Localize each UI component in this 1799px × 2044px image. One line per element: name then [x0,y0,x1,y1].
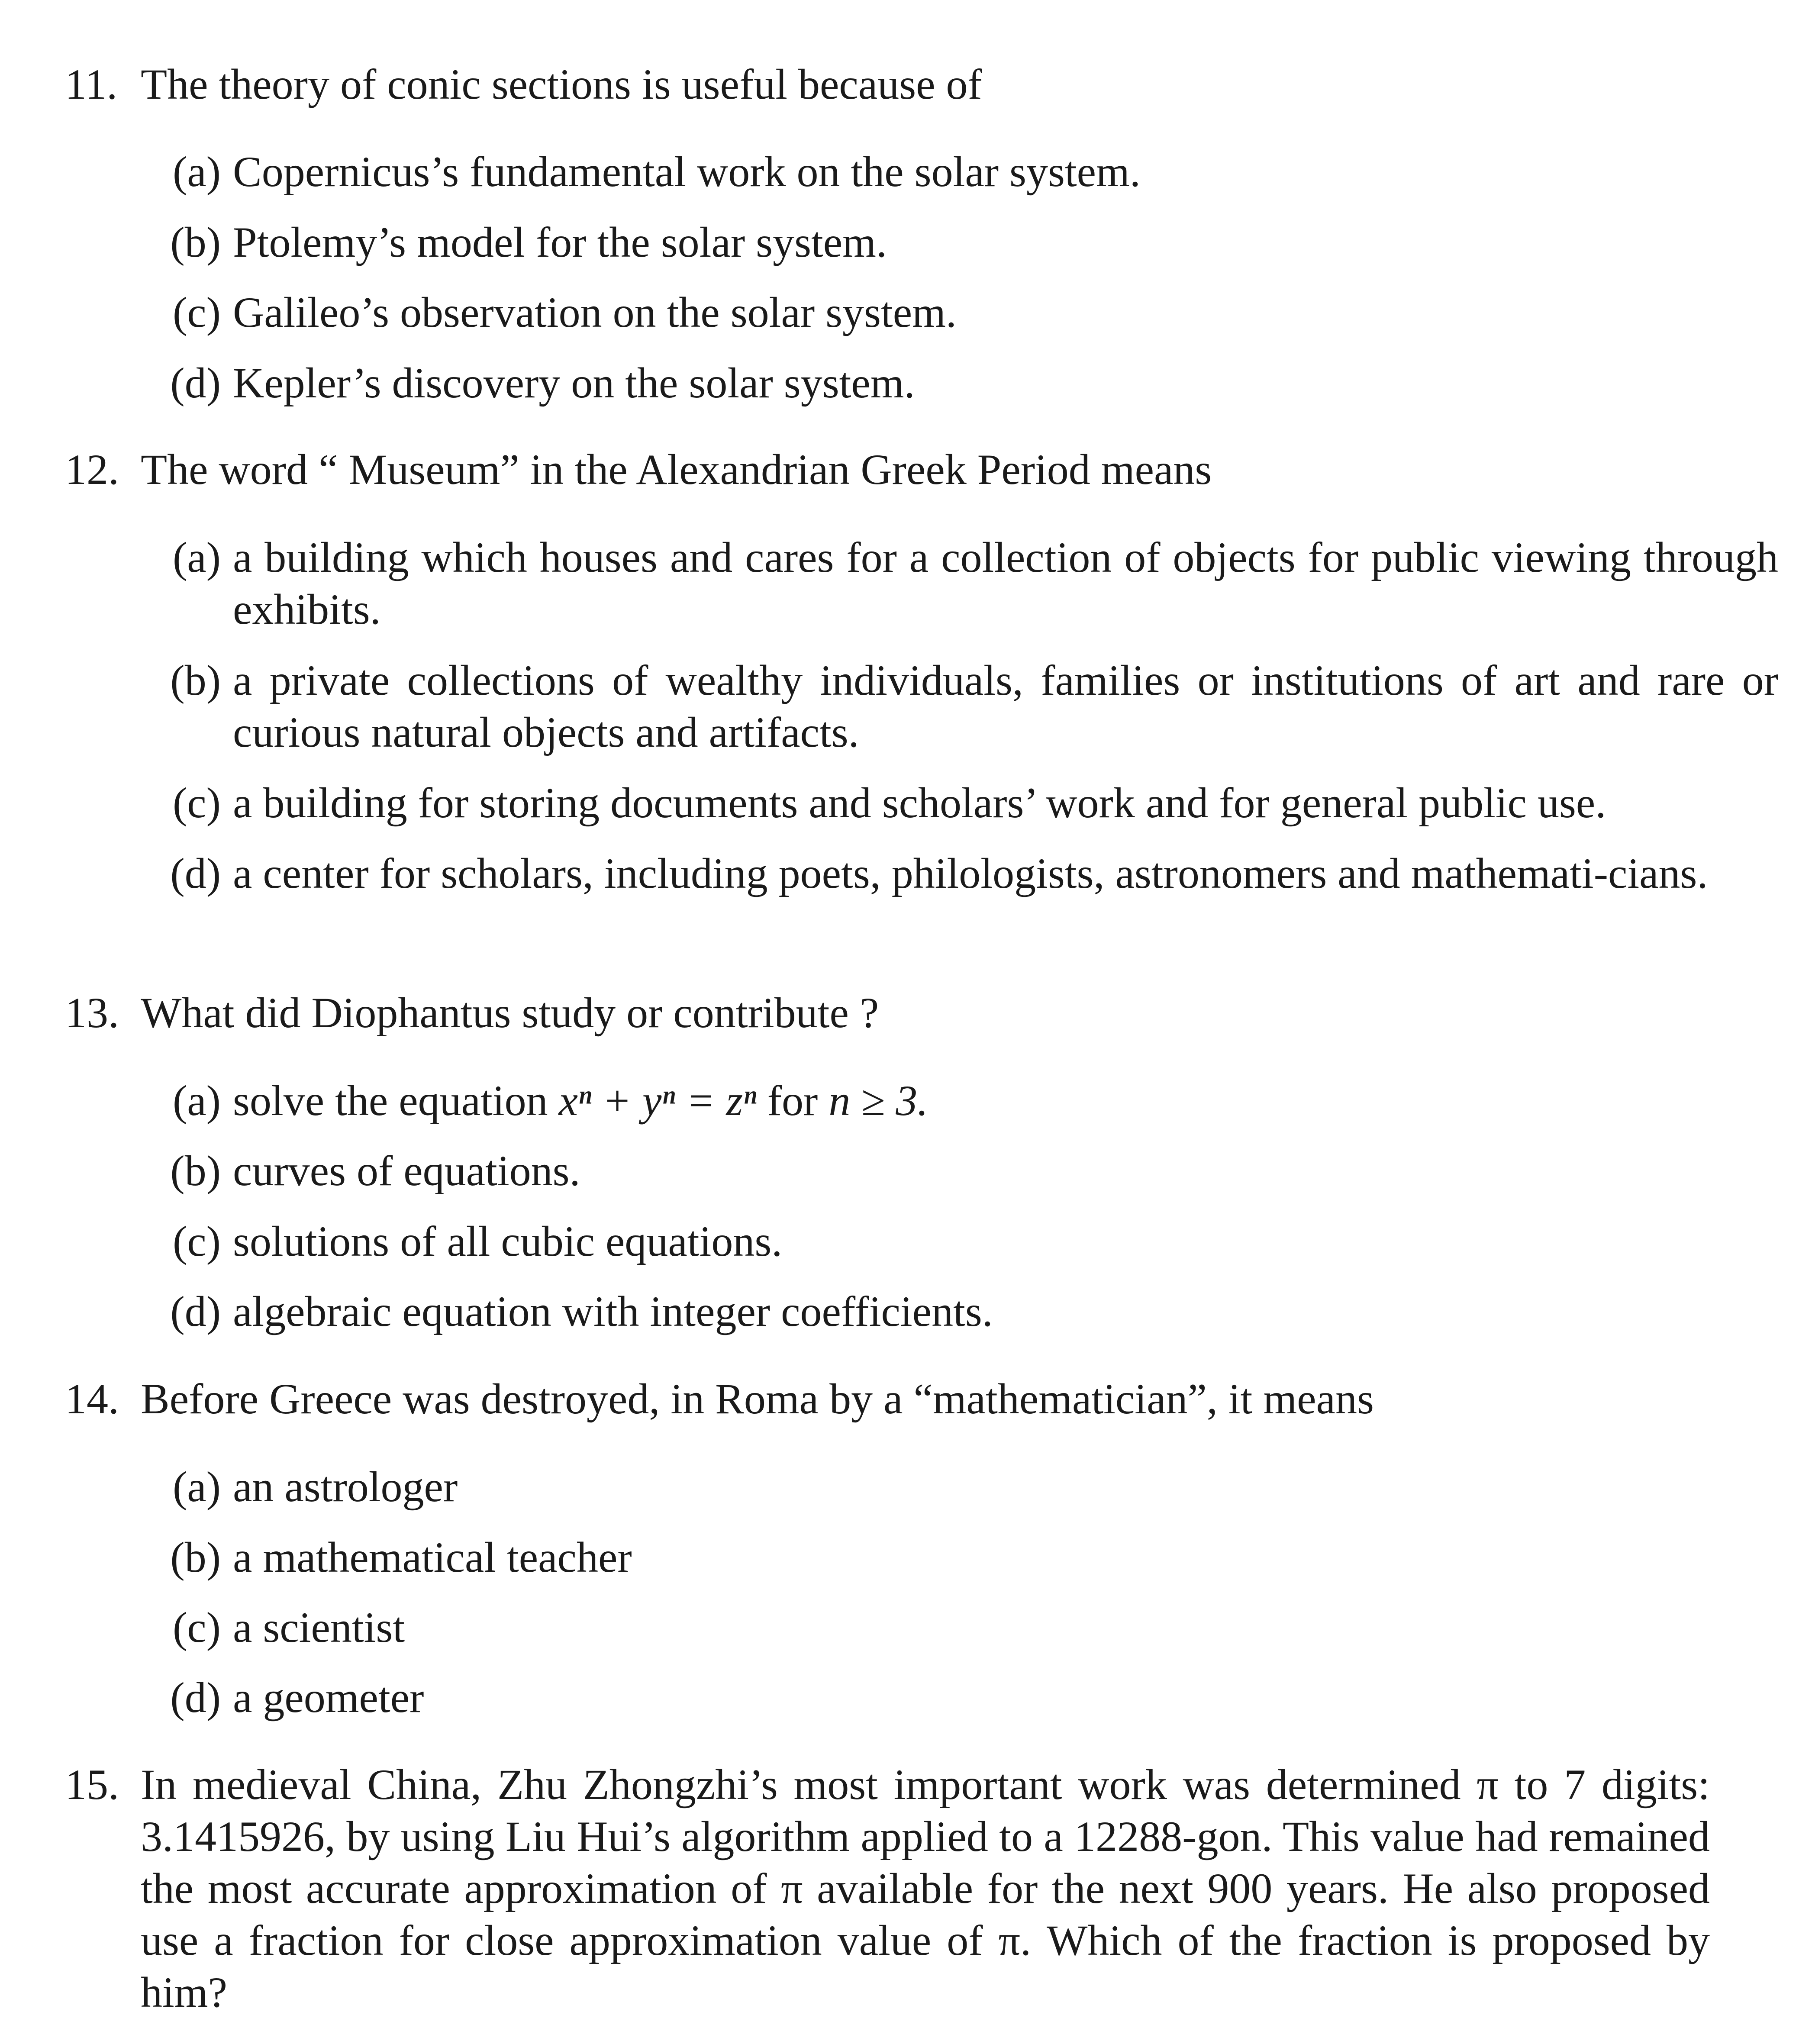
option-text: a scientist [233,1603,405,1651]
option-label: (d) [170,1673,221,1722]
option-13-a [65,1075,1710,1127]
question-number: 13. [65,989,119,1037]
option-14-d [65,1672,1710,1724]
option-12-d [65,848,1710,899]
option-14-c [65,1602,1710,1654]
question-13 [65,987,1710,1039]
question-14 [65,1373,1710,1425]
exponent-condition: n ≥ 3. [829,1077,929,1125]
option-text: curves of equations. [233,1147,580,1195]
question-12 [65,444,1710,496]
option-label: (a) [173,1077,221,1125]
question-text: In medieval China, Zhu Zhongzhi’s most important work was determined π to 7 digits: 3.1415926, by using Liu Hui’s algorithm applied to a 12288-gon. This value had remained the most accurate approximation of π available for the next 900 years. He also proposed use a fraction for close approximation value of π. Which of the fraction is proposed by him? [141,1760,1710,2016]
option-11-d [65,357,1710,409]
question-number: 15. [65,1760,119,1809]
question-text: What did Diophantus study or contribute ? [141,989,879,1037]
option-text: Copernicus’s fundamental work on the solar system. [233,148,1141,196]
option-text: a geometer [233,1673,424,1722]
option-label: (a) [173,533,221,581]
option-text-mid: for [767,1077,818,1125]
option-label: (b) [170,1147,221,1195]
question-text: The word “ Museum” in the Alexandrian Greek Period means [141,445,1212,493]
option-13-d [65,1286,1710,1338]
option-text: solutions of all cubic equations. [233,1217,783,1265]
option-text: a mathematical teacher [233,1533,632,1581]
option-12-b [65,654,1778,758]
option-13-b [65,1145,1710,1197]
option-label: (b) [170,1533,221,1581]
option-text: Kepler’s discovery on the solar system. [233,359,915,407]
option-13-c [65,1215,1710,1267]
fermat-equation: xⁿ + yⁿ = zⁿ [558,1077,757,1125]
option-14-a [65,1461,1710,1513]
question-number: 11. [65,60,118,108]
option-text: a building which houses and cares for a collection of objects for public viewing through exhibits. [233,533,1778,633]
option-label: (c) [173,779,221,827]
option-text: Galileo’s observation on the solar system. [233,288,957,336]
option-label: (d) [170,1287,221,1335]
option-text: algebraic equation with integer coefficients. [233,1287,993,1335]
question-11 [65,58,1710,110]
option-text: Ptolemy’s model for the solar system. [233,218,887,266]
option-label: (a) [173,1463,221,1511]
option-label: (c) [173,1603,221,1651]
option-label: (c) [173,1217,221,1265]
question-number: 14. [65,1375,119,1423]
option-label: (d) [170,849,221,897]
option-label: (a) [173,148,221,196]
option-label: (c) [173,288,221,336]
question-number: 12. [65,445,119,493]
option-text: a private collections of wealthy individuals, families or institutions of art and rare or curious natural objects and artifacts. [233,656,1778,756]
option-text: a center for scholars, including poets, philologists, astronomers and mathemati-cians. [233,849,1708,897]
option-text-prefix: solve the equation [233,1077,548,1125]
option-label: (d) [170,359,221,407]
option-11-a [65,146,1710,198]
option-12-a [65,532,1778,635]
option-text: an astrologer [233,1463,458,1511]
question-text: Before Greece was destroyed, in Roma by a “mathematician”, it means [141,1375,1374,1423]
question-15 [65,1759,1710,2018]
option-11-c [65,287,1710,339]
question-text: The theory of conic sections is useful because of [141,60,982,108]
option-12-c [65,777,1710,829]
option-label: (b) [170,218,221,266]
option-label: (b) [170,656,221,704]
option-14-b [65,1531,1710,1583]
option-text: a building for storing documents and scholars’ work and for general public use. [233,779,1606,827]
option-text [233,1075,1778,1127]
option-11-b [65,216,1710,268]
